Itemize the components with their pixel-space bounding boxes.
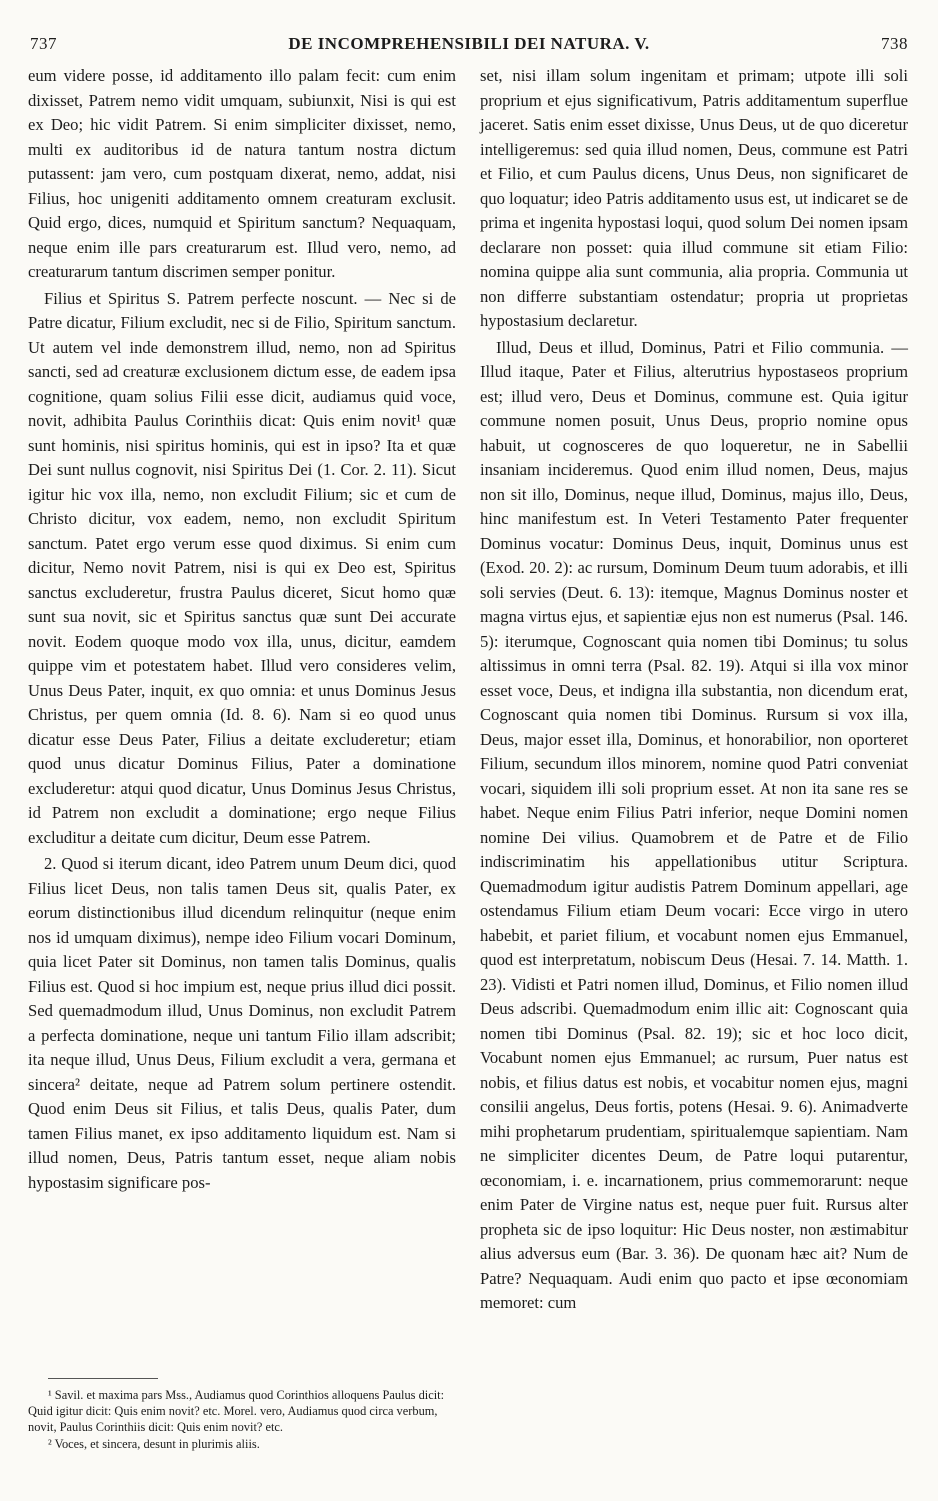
page-number-right: 738	[881, 34, 908, 53]
column-divider	[466, 64, 467, 1454]
footnotes	[28, 1378, 456, 1452]
left-paragraph-1: eum videre posse, id additamento illo palam fecit: cum enim dixisset, Patrem nemo vidit umquam, subiunxit, Nisi is qui est ex Deo; hic vidit Patrem. Si enim simpliciter dixisset, nemo, multi ex auditoribus id de natura tantum nostra dictum putassent: jam vero, cum postquam dixerat, nemo, addat, nisi Filius, hoc unigeniti additamento omnem creaturam exclusit. Quid ergo, dices, numquid et Spiritum sanctum? Nequaquam, neque enim ille pars creaturarum est. Illud vero, nemo, ad creaturarum tantum discrimen semper ponitur.	[28, 66, 456, 281]
right-paragraph-2: Illud, Deus et illud, Dominus, Patri et Filio communia. — Illud itaque, Pater et Filius, alterutrius hypostaseos proprium est; illud vero, Deus et Dominus, commune est. Quia igitur commune nomen posuit, Unus Deus, proprio nomine opus habuit, ut cognosceres de quo loqueretur, ne in Sabellii insaniam incideremus. Quod enim illud nomen, Deus, majus non sit illo, Dominus, neque illud, Dominus, majus illo, Deus, hinc manifestum est. In Veteri Testamento Pater frequenter Dominus vocatur: Dominus Deus, inquit, Dominus unus est (Exod. 20. 2): ac rursum, Dominum Deum tuum adorabis, et illi soli servies (Deut. 6. 13): itemque, Magnus Dominus noster et magna virtus ejus, et sapientiæ ejus non est numerus (Psal. 146. 5): iterumque, Cognoscant quia nomen tibi Dominus; tu solus altissimus in omni terra (Psal. 82. 19). Atqui si illa vox minor esset voce, Deus, et indigna illa substantia, non dicendum erat, Cognoscant quia nomen tibi Dominus. Rursum si vox illa, Deus, major esset illa, Dominus, et honorabilior, non oporteret Filium, secundum illos minorem, nomine quod Patri conveniat vocari, siquidem illi soli proprium esset. At non ita sane res se habet. Neque enim Filius Patri inferior, neque Domini nomen nomine Dei vilius. Quamobrem et de Patre et de Filio indiscriminatim his appellationibus utitur Scriptura. Quemadmodum igitur audistis Patrem Dominum appellari, age ostendamus Filium etiam Deum vocari: Ecce virgo in utero habebit, et pariet filium, et vocabunt nomen ejus Emmanuel, quod est interpretatum, nobiscum Deus (Hesai. 7. 14. Matth. 1. 23). Vidisti et Patri nomen illud, Dominus, et Filio nomen illud Deus adscribi. Quemadmodum enim illic ait: Cognoscant quia nomen tibi Dominus (Psal. 82. 19); sic et hoc loco dicit, Vocabunt nomen ejus Emmanuel; ac rursum, Puer natus est nobis, et filius datus est nobis, et vocabitur nomen ejus, magni consilii angelus, Deus fortis, potens (Hesai. 9. 6). Animadverte mihi prophetarum prudentiam, spiritualemque sapientiam. Nam ne simpliciter dicentes Deum, de Patre loqui putarentur, œconomiam, i. e. incarnationem, prius commemorarunt: neque enim Pater de Virgine natus est, neque puer fuit. Rursus alter propheta sic de ipso loquitur: Hic Deus noster, non æstimabitur alius adversus eum (Bar. 3. 36). De quonam hæc ait? Num de Patre? Nequaquam. Audi enim quo pacto et ipse œconomiam memoret: cum	[480, 337, 908, 1312]
left-paragraph-3: 2. Quod si iterum dicant, ideo Patrem unum Deum dici, quod Filius licet Deus, non talis tamen Deus sit, qualis Pater, ex eorum distinctionibus illud dicendum relinquitur (neque enim nos id umquam diximus), nempe ideo Filium vocari Dominum, quia licet Pater sit Dominus, non tamen talis Dominus, qualis Filius est. Quod si hoc impium est, neque prius illud dici possit. Sed quemadmodum illud, Unus Dominus, non excludit Patrem a perfecta dominatione, neque uni tantum Filio illam adscribit; ita neque illud, Unus Deus, Filium excludit a vera, germana et sincera² deitate, neque ad Patrem solum pertinere ostendit. Quod enim Deus sit Filius, et talis Deus, qualis Pater, dum tamen Filius manet, ex ipso additamento liquidum est. Nam si illud nomen, Deus, Patris tantum esset, neque aliam nobis hypostasim significare pos-	[28, 854, 456, 1192]
left-column	[28, 64, 456, 1195]
footnote-rule	[48, 1378, 158, 1379]
right-column	[480, 64, 908, 1316]
right-paragraph-1: set, nisi illam solum ingenitam et primam; utpote illi soli proprium et ejus significativum, Patris additamentum superflue jaceret. Satis enim esset dixisse, Unus Deus, ut de quo diceretur intelligeremus: sed quia illud nomen, Deus, commune est Patri et Filio, et cum Paulus dicens, Unus Deus, non significaret de quo loquatur; ideo Patris additamento usus est, ut indicaret se de prima et ingenita hypostasi loqui, quod solum Dei nomen ipsam declarare non posset: quia illud commune sit etiam Filio: nomina quippe alia sunt communia, alia propria. Communia ut non differre substantiam ostendatur; propria ut proprietas hypostasium declaretur.	[480, 66, 908, 330]
left-paragraph-2: Filius et Spiritus S. Patrem perfecte noscunt. — Nec si de Patre dicatur, Filium excludit, nec si de Filio, Spiritum sanctum. Ut autem vel inde demonstrem illud, nemo, non ad Spiritus sancti, sed ad creaturæ exclusionem dictum esse, de eadem ipsa cognitione, quam solius Filii esse dicit, audiamus quid voce, novit, adhibita Paulus Corinthiis dicat: Quis enim novit¹ quæ sunt hominis, nisi spiritus hominis, qui est in ipso? Ita et quæ Dei sunt nullus cognovit, nisi Spiritus Dei (1. Cor. 2. 11). Sicut igitur hic vox illa, nemo, non excludit Filium; sic et cum de Christo dicitur, vox eadem, nemo, non excludit Spiritum sanctum. Patet ergo verum esse quod diximus. Si enim cum dicitur, Nemo novit Patrem, nisi is qui ex Deo est, Spiritus sanctus excluderetur, frustra Paulus diceret, Sicut homo quæ sunt sua novit, sic et Spiritus sanctus quæ sunt Dei accurate novit. Eodem quoque modo vox illa, unus, dicitur, eamdem quippe vim et potestatem habet. Illud vero consideres velim, Unus Deus Pater, inquit, ex quo omnia: et unus Dominus Jesus Christus, per quem omnia (Id. 8. 6). Nam si eo quod unus dicatur esse Deus Pater, Filius a deitate excluderetur; etiam quod unus dicatur Dominus Filius, Pater a dominatione excluderetur: atqui quod dicatur, Unus Dominus Jesus Christus, id Patrem non excludit a dominatione; ergo neque Filius excluditur a deitate cum dicitur, Deum esse Patrem.	[28, 288, 456, 847]
running-header	[30, 34, 908, 58]
running-title: DE INCOMPREHENSIBILI DEI NATURA. V.	[288, 34, 650, 53]
footnote-1: ¹ Savil. et maxima pars Mss., Audiamus quod Corinthios alloquens Paulus dicit: Quid igitur dicit: Quis enim novit? etc. Morel. vero, Audiamus quod circa verbum, novit, Paulus Corinthiis dicit: Quis enim novit? etc.	[28, 1388, 445, 1434]
footnote-2: ² Voces, et sincera, desunt in plurimis aliis.	[48, 1437, 260, 1451]
page-number-left: 737	[30, 34, 57, 53]
